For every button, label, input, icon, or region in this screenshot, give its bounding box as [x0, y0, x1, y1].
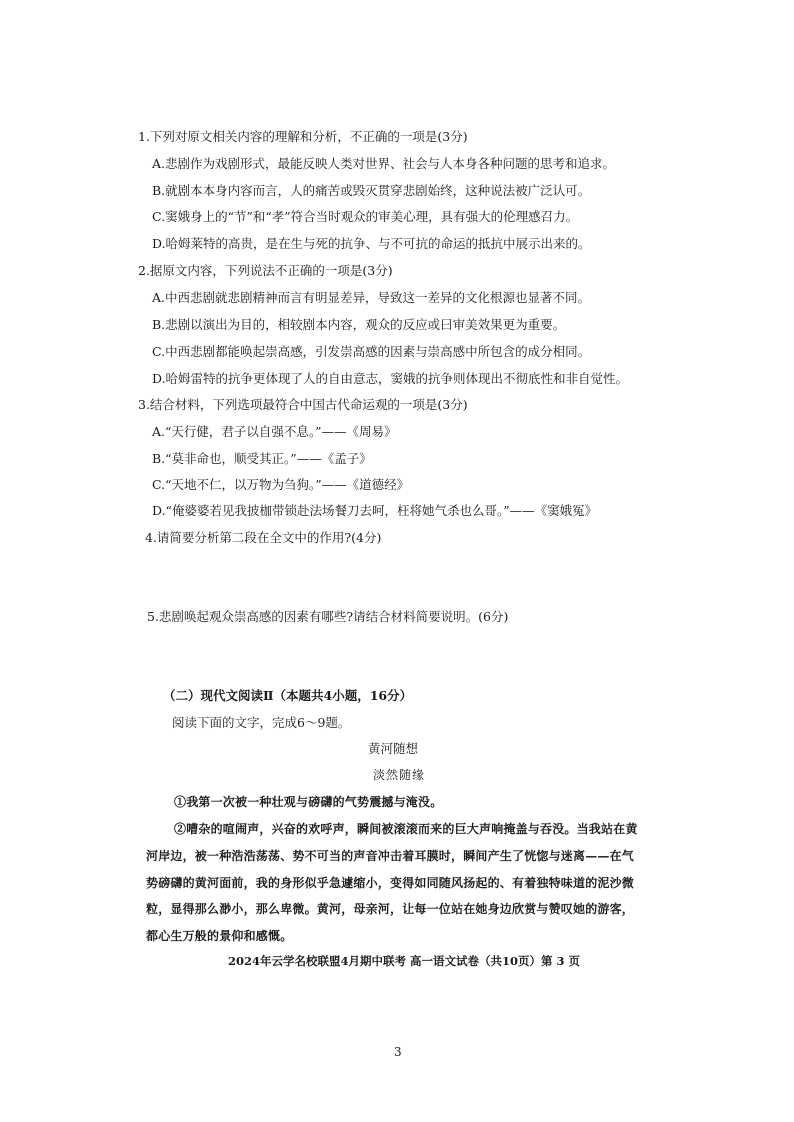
question-3-option-d: D.“俺婆婆若见我披枷带锁赴法场餐刀去呵，枉将她气杀也么哥。”——《窦娥冤》 [152, 503, 598, 518]
question-3-option-c: C.“天地不仁，以万物为刍狗。”——《道德经》 [152, 477, 410, 492]
question-1-stem: 1.下列对原文相关内容的理解和分析，不正确的一项是(3分) [138, 129, 468, 144]
page-number: 3 [394, 1045, 402, 1059]
question-2-option-b: B.悲剧以演出为目的，相较剧本内容，观众的反应或曰审美效果更为重要。 [152, 317, 566, 332]
article-paragraph-1: ①我第一次被一种壮观与磅礴的气势震撼与淹没。 [174, 795, 443, 809]
question-3-option-b: B.“莫非命也，顺受其正。”——《孟子》 [152, 451, 372, 466]
question-2-stem: 2.据原文内容，下列说法不正确的一项是(3分) [138, 263, 393, 278]
article-author: 淡然随缘 [373, 768, 426, 782]
question-2-option-a: A.中西悲剧就悲剧精神而言有明显差异，导致这一差异的文化根源也显著不同。 [152, 290, 591, 305]
question-2-option-d: D.哈姆雷特的抗争更体现了人的自由意志，窦娥的抗争则体现出不彻底性和非自觉性。 [152, 371, 629, 386]
article-title: 黄河随想 [368, 741, 419, 756]
question-3-stem: 3.结合材料，下列选项最符合中国古代命运观的一项是(3分) [138, 397, 468, 412]
article-paragraph-2-line-5: 都心生万般的景仰和感慨。 [146, 929, 293, 943]
section-heading: （二）现代文阅读Ⅱ（本题共4小题，16分） [163, 688, 413, 703]
question-3-option-a: A.“天行健，君子以自强不息。”——《周易》 [152, 424, 397, 439]
article-paragraph-2-line-4: 粒，显得那么渺小，那么卑微。黄河，母亲河，让每一位站在她身边欣赏与赞叹她的游客， [146, 902, 635, 916]
article-paragraph-2-line-2: 河岸边，被一种浩浩荡荡、势不可当的声音冲击着耳膜时，瞬间产生了恍惚与迷离——在气 [146, 849, 635, 863]
question-1-option-b: B.就剧本本身内容而言，人的痛苦或毁灭贯穿悲剧始终，这种说法被广泛认可。 [152, 183, 591, 198]
article-paragraph-2-line-3: 势磅礴的黄河面前，我的身形似乎急遽缩小，变得如同随风扬起的、有着独特味道的泥沙微 [146, 876, 635, 890]
question-5: 5.悲剧唤起观众崇高感的因素有哪些?请结合材料简要说明。(6分) [147, 609, 509, 624]
question-1-option-d: D.哈姆莱特的高贵，是在生与死的抗争、与不可抗的命运的抵抗中展示出来的。 [152, 236, 591, 251]
question-1-option-c: C.窦娥身上的“节”和“孝”符合当时观众的审美心理，具有强大的伦理感召力。 [152, 209, 579, 224]
question-4: 4.请简要分析第二段在全文中的作用?(4分) [145, 530, 382, 545]
question-1-option-a: A.悲剧作为戏剧形式，最能反映人类对世界、社会与人本身各种问题的思考和追求。 [152, 156, 616, 171]
article-paragraph-2-line-1: ②嘈杂的喧闹声，兴奋的欢呼声，瞬间被滚滚而来的巨大声响掩盖与吞没。当我站在黄 [174, 822, 638, 836]
section-instruction: 阅读下面的文字，完成6～9题。 [172, 715, 351, 730]
question-2-option-c: C.中西悲剧都能唤起崇高感，引发崇高感的因素与崇高感中所包含的成分相同。 [152, 344, 591, 359]
page-footer: 2024年云学名校联盟4月期中联考 高一语文试卷（共10页）第 3 页 [228, 954, 581, 968]
